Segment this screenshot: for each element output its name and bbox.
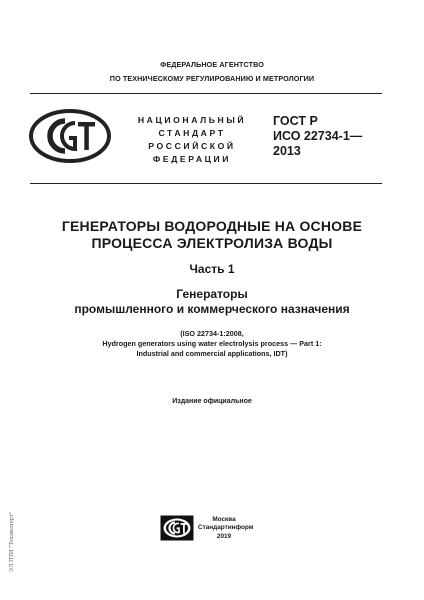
publisher-city: Москва <box>212 516 236 523</box>
national-line: НАЦИОНАЛЬНЫЙ <box>137 115 247 125</box>
standartinform-emblem-icon <box>160 515 194 541</box>
publisher-name: Стандартинформ <box>198 524 254 532</box>
edition-label: Издание официальное <box>172 398 252 405</box>
side-watermark-stamp: ЭЛ ПТИ "Техэксперт" <box>9 511 15 572</box>
iso-line: Industrial and commercial applications, IDT) <box>136 348 288 358</box>
agency-name-line1: ФЕДЕРАЛЬНОЕ АГЕНТСТВО <box>160 60 264 69</box>
national-standard-label <box>118 114 266 166</box>
document-title <box>0 218 424 252</box>
document-subtitle <box>0 287 424 316</box>
part-number: Часть 1 <box>189 262 235 276</box>
top-divider <box>30 93 382 94</box>
gost-r-emblem-icon <box>28 108 112 164</box>
agency-name-line2: ПО ТЕХНИЧЕСКОМУ РЕГУЛИРОВАНИЮ И МЕТРОЛОГИИ <box>109 74 315 83</box>
designation-line: 2013 <box>273 144 301 158</box>
iso-reference <box>0 329 424 358</box>
title-line: ГЕНЕРАТОРЫ ВОДОРОДНЫЕ НА ОСНОВЕ <box>61 218 363 234</box>
iso-line: Hydrogen generators using water electrolysis process — Part 1: <box>102 338 322 348</box>
title-line: ПРОЦЕССА ЭЛЕКТРОЛИЗА ВОДЫ <box>91 235 333 251</box>
publication-year: 2019 <box>216 532 232 540</box>
standard-designation <box>273 114 393 159</box>
national-line: РОССИЙСКОЙ <box>148 141 236 151</box>
bottom-divider <box>30 183 382 184</box>
publisher-info <box>198 516 254 541</box>
national-line: ФЕДЕРАЦИИ <box>152 154 232 164</box>
subtitle-line: промышленного и коммерческого назначения <box>74 301 350 316</box>
designation-line: ГОСТ Р <box>273 114 318 128</box>
designation-line: ИСО 22734-1— <box>273 129 363 143</box>
iso-line: (ISO 22734-1:2008, <box>180 329 244 338</box>
national-line: СТАНДАРТ <box>158 128 226 138</box>
subtitle-line: Генераторы <box>176 287 248 301</box>
